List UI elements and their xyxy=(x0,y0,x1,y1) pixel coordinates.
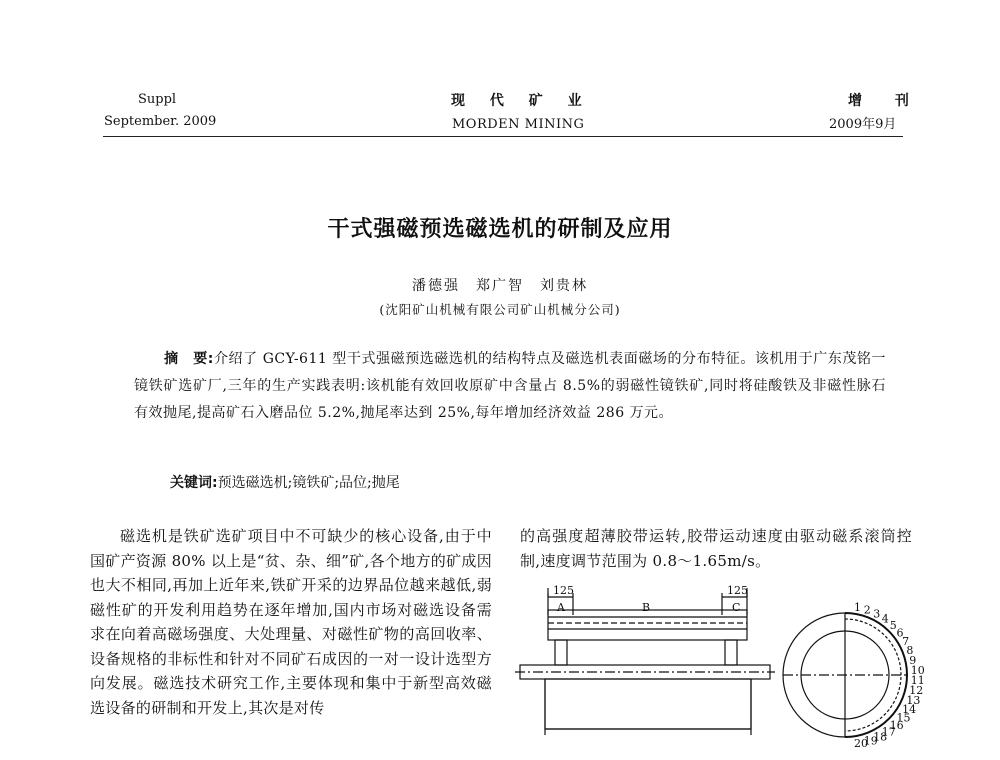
journal-name-en: MORDEN MINING xyxy=(452,117,585,132)
pole-number-12: 12 xyxy=(909,684,924,698)
journal-name-cn: 现 代 矿 业 xyxy=(451,93,592,109)
pole-number-6: 6 xyxy=(896,626,904,640)
abstract-lead: 摘 要: xyxy=(164,351,214,367)
pole-number-20: 20 xyxy=(854,737,868,750)
pole-number-19: 19 xyxy=(863,734,878,748)
pole-number-4: 4 xyxy=(881,612,889,626)
pole-number-18: 18 xyxy=(873,730,888,744)
pole-number-17: 17 xyxy=(881,725,896,739)
keywords xyxy=(170,470,400,497)
pole-number-3: 3 xyxy=(873,607,881,621)
pole-number-5: 5 xyxy=(889,619,897,633)
article-authors: 潘德强 郑广智 刘贵林 xyxy=(412,278,588,294)
abstract xyxy=(134,346,886,427)
abstract-text: 介绍了 GCY-611 型干式强磁预选磁选机的结构特点及磁选机表面磁场的分布特征。该机用于广东茂铭一镜铁矿选矿厂,三年的生产实践表明:该机能有效回收原矿中含量占 8.5%的弱磁性镜铁矿,同时将硅酸铁及非磁性脉石有效抛尾,提高矿石入磨品位 5.2%,抛尾率达到 25%,每年增加经济效益 286 万元。 xyxy=(134,351,887,421)
article-title: 干式强磁预选磁选机的研制及应用 xyxy=(327,217,673,242)
issue-type-label: 增 刊 xyxy=(848,93,923,109)
header-rule xyxy=(103,136,903,137)
journal-date-label: September. 2009 xyxy=(104,114,217,129)
pole-number-7: 7 xyxy=(902,635,910,649)
article-affiliation: (沈阳矿山机械有限公司矿山机械分公司) xyxy=(379,302,621,317)
dim-left: 125 xyxy=(553,584,574,597)
pole-number-2: 2 xyxy=(863,603,871,617)
keywords-text: 预选磁选机;镜铁矿;品位;抛尾 xyxy=(217,475,400,491)
issue-date-label: 2009年9月 xyxy=(829,117,897,132)
pole-number-1: 1 xyxy=(854,601,861,614)
pole-number-8: 8 xyxy=(906,644,914,658)
section-label-a: A xyxy=(557,601,565,614)
pole-number-9: 9 xyxy=(909,653,917,667)
pole-number-15: 15 xyxy=(896,711,911,725)
pole-number-14: 14 xyxy=(902,702,917,716)
body-left-column: 磁选机是铁矿选矿项目中不可缺少的核心设备,由于中国矿产资源 80% 以上是“贫、杂、细”矿,各个地方的矿成因也大不相同,再加上近年来,铁矿开采的边界品位越来越低,弱磁性矿的开发利用趋势在逐年增加,国内市场对磁选设备需求在向着高磁场强度、大处理量、对磁性矿物的高回收率、设备规格的非标性和针对不同矿石成因的一对一设计选型方向发展。磁选技术研究工作,主要体现和集中于新型高效磁选设备的研制和开发上,其次是对传 xyxy=(90,527,492,717)
pole-number-11: 11 xyxy=(910,674,925,688)
magnetic-separator-figure xyxy=(515,584,925,760)
keywords-lead: 关键词: xyxy=(170,475,218,491)
pole-number-13: 13 xyxy=(906,693,921,707)
journal-suppl-label: Suppl xyxy=(138,92,177,107)
pole-number-16: 16 xyxy=(889,718,904,732)
section-label-b: B xyxy=(642,601,651,614)
body-right-column: 的高强度超薄胶带运转,胶带运动速度由驱动磁系滚筒控制,速度调节范围为 0.8～1.65m/s。 xyxy=(520,527,912,570)
pole-number-10: 10 xyxy=(910,663,925,677)
dim-right: 125 xyxy=(727,584,748,597)
section-label-c: C xyxy=(732,601,741,614)
